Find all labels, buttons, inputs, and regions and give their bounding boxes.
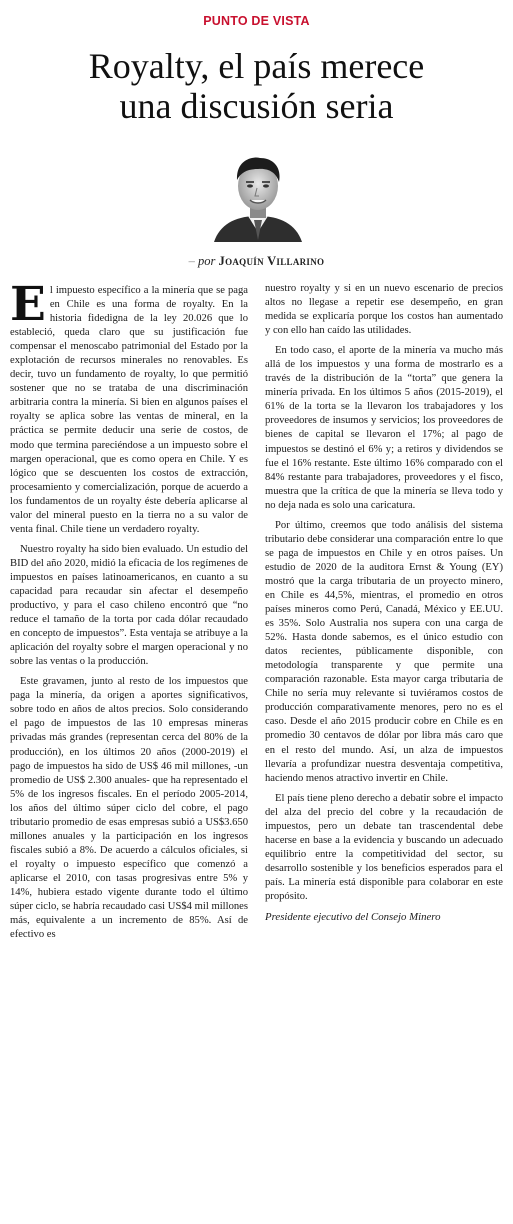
paragraph-1 <box>10 277 248 537</box>
paragraph-3: Este gravamen, junto al resto de los impuestos que paga la minería, da origen a aportes significativos, sobre todo en años de altos precios. Solo considerando el pago de impuestos de las 10 empresas mineras privadas más grandes (representan cerca del 80% de la producción), en los últimos 20 años (2000-2019) el pago de impuestos ha sido de US$ 46 mil millones, -un promedio de US$ 2.300 anuales- que ha representado el 5% de los ingresos fiscales. En el período 2005-2014, los años del último súper ciclo del cobre, el pago tributario promedio de esas empresas subió a US$3.650 millones anuales y la participación en los ingresos fiscales subió a 8%. De acuerdo a cálculos oficiales, si el royalty o impuesto específico que comenzó a aplicarse el 2010, con tasas progresivas entre 5% y 14%, hubiera estado vigente durante todo el último súper ciclo, se habría recaudado casi US$4 mil millones más, equivalente a un incremento de 85%. Así de efectivo es <box>10 676 248 941</box>
section-label: PUNTO DE VISTA <box>203 14 310 28</box>
paragraph-5: En todo caso, el aporte de la minería va mucho más allá de los impuestos y una forma de mostrarlo es a través de la distribución de la “torta” que genera la minería privada. En los últimos 5 años (2015-2019), el 61% de la torta se la llevaron los trabajadores y los proveedores de insumos y servicios; los proveedores de bienes de capital se llevaron el 17%; al pago de impuestos se destinó el 6% y; a retiros y dividendos se fue el 16% restante. Este último 16% comparado con el 84% restante para trabajadores, proveedores y el fisco, muestra que la crítica de que la minería se lleva todo y no deja nada es solo una caricatura. <box>265 345 503 511</box>
title-line-1: Royalty, el país merece <box>88 46 425 86</box>
column-left <box>10 277 249 948</box>
author-name: Joaquín Villarino <box>218 254 325 268</box>
paragraph-2: Nuestro royalty ha sido bien evaluado. Un estudio del BID del año 2020, midió la eficacia de los regímenes de impuestos en países latinoamericanos, en cuanto a su capacidad para recaudar sin afectar el desempeño productivo, y para el caso chileno encontró que “no reduce el tamaño de la torta por cada dólar recaudado en concepto de impuestos”. Esta ventaja se atribuye a la aplicación del royalty sobre el margen operacional y no sobre las ventas o la producción. <box>10 543 249 668</box>
paragraph-6: Por último, creemos que todo análisis del sistema tributario debe considerar una comparación entre lo que se paga de impuestos en Chile y en otros países. Un estudio de 2020 de la auditora Ernst & Young (EY) mostró que la carga tributaria de un proyecto minero, en Chile es 44,5%, mientras, el promedio en otros países mineros como Perú, Canadá, México y EE.UU. es 35%. Solo Australia nos supera con una carga de 52%. Hasta donde sabemos, es el único estudio con datos recientes, públicamente disponible, con metodología transparente y que permite una comparación razonable. Esta mayor carga tributaria de Chile no sería muy relevante si tuviéramos costos de producción comparativamente menores, pero no es el caso. Desde el año 2015 producir cobre en Chile es en promedio 30 centavos de dólar por libra más caro que en el resto del mundo. Así, un alza de impuestos llevaría a profundizar nuestra desventaja competitiva, haciendo menos atractivo invertir en Chile. <box>265 519 503 784</box>
byline-dash: – <box>188 254 195 268</box>
article-title <box>0 46 513 126</box>
author-portrait <box>208 150 308 242</box>
paragraph-1-text: l impuesto específico a la minería que se paga en Chile es una forma de royalty. En la historia fidedigna de la ley 20.026 que lo estableció, queda claro que su justificación fue compensar el menoscabo patrimonial del Estado por la explotación de recursos minerales no renovables. Es decir, tuvo un fundamento de royalty, lo que permitió sostener que no se trataba de una discriminación arbitraria contra la minería. Si bien en algunos países el royalty se aplica sobre las ventas de mineral, en la práctica se permite deducir una serie de costos, de modo que termina pareciéndose a un impuesto sobre el margen operacional, que es como opera en Chile. Y es lógico que se descuenten los costos de extracción, procesamiento y comercialización, porque de acuerdo a los fundamentos de un royalty éste debería aplicarse al valor del mineral puesto en la tierra no a su valor de venta final. Chile tiene un verdadero royalty. <box>10 285 248 535</box>
byline <box>0 254 513 269</box>
title-line-2: una discusión seria <box>119 86 394 126</box>
drop-cap: E <box>10 277 46 332</box>
paragraph-7: El país tiene pleno derecho a debatir sobre el impacto del alza del precio del cobre y la recaudación de impuestos, pero un debate tan trascendental debe hacerse en base a la evidencia y buscando un adecuado equilibrio entre la competitividad del sector, su desarrollo sostenible y los beneficios esperados para el país. La minería está disponible para colaborar en este propósito. <box>265 792 503 902</box>
byline-prefix: por <box>198 254 216 268</box>
author-signature: Presidente ejecutivo del Consejo Minero <box>265 911 441 924</box>
paragraph-4: nuestro royalty y si en un nuevo escenario de precios altos no llegase a repetir ese desempeño, en gran medida se explicaría porque los costos han aumentado y con ello han caído las utilidades. <box>265 283 503 337</box>
column-right <box>265 282 503 930</box>
